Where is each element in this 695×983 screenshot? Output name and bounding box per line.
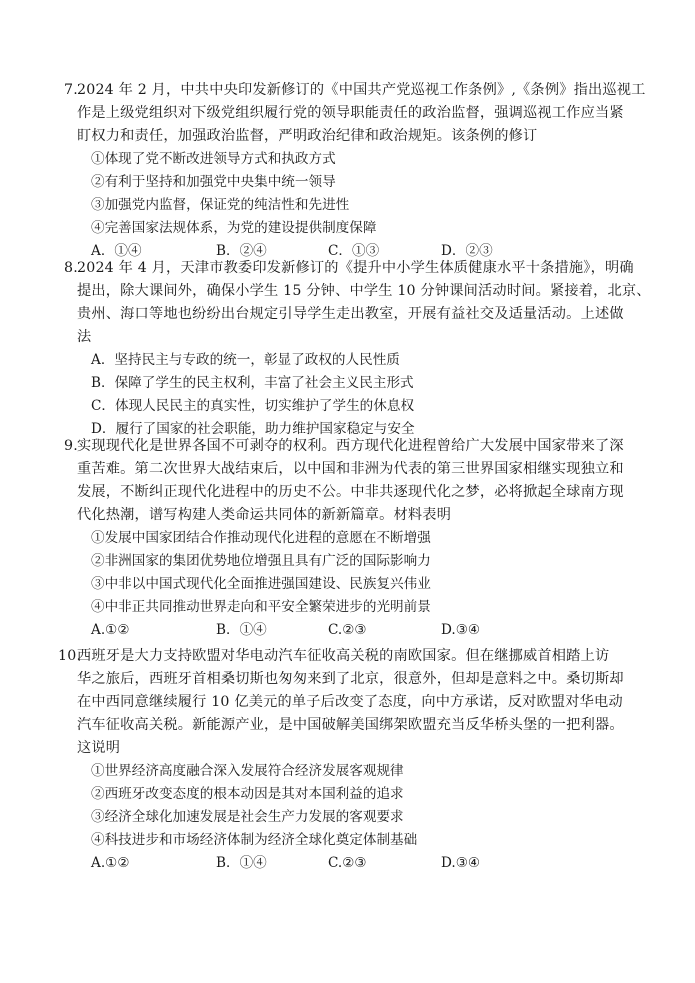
question-stem-text: 汽车征收高关税。新能源产业，是中国破解美国绑架欧盟充当反华桥头堡的一把利器。 [77,717,624,733]
question-number: 9. [64,438,78,454]
question-stem-line [77,481,677,504]
statement-3: ③经济全球化加速发展是社会生产力发展的客观要求 [91,809,404,825]
question-stem-line [77,737,677,760]
choice-b[interactable]: B．②④ [216,243,267,259]
choice-b[interactable]: B．①④ [216,622,267,638]
choice-d[interactable]: D.③④ [441,622,481,638]
question-stem-line [64,79,677,102]
statement-2: ②有利于坚持和加强党中央集中统一领导 [91,174,336,190]
choice-d[interactable]: D.③④ [441,855,481,871]
statement-3: ③中非以中国式现代化全面推进强国建设、民族复兴伟业 [91,576,431,592]
answer-choices [77,852,677,875]
question-number: 8. [64,260,78,276]
choice-a[interactable]: A．坚持民主与专政的统一，彰显了政权的人民性质 [91,352,400,368]
statement-1: ①世界经济高度融合深入发展符合经济发展客观规律 [91,763,404,779]
question-stem-line [77,691,677,714]
choice-d[interactable]: D．履行了国家的社会职能，助力维护国家稳定与安全 [91,421,415,437]
question-stem-text: 2024 年 2 月，中共中央印发新修订的《中国共产党巡视工作条例》,《条例》指出巡视工 [77,82,646,98]
question-stem-text: 贵州、海口等地也纷纷出台规定引导学生走出教室，开展有益社交及适量活动。上述做 [77,306,624,322]
question-stem-line [77,102,677,125]
question-stem-line [77,504,677,527]
question-stem-line [77,303,677,326]
question-stem-text: 华之旅后，西班牙首相桑切斯也匆匆来到了北京，很意外，但却是意料之中。桑切斯却 [77,671,624,687]
question-stem-text: 实现现代化是世界各国不可剥夺的权利。西方现代化进程曾给广大发展中国家带来了深 [77,438,624,454]
question-number: 10. [58,648,82,664]
choice-c[interactable]: C．①③ [328,243,380,259]
question-stem-text: 西班牙是大力支持欧盟对华电动汽车征收高关税的南欧国家。但在继挪威首相踏上访 [77,648,610,664]
question-stem-text: 在中西同意继续履行 10 亿美元的单子后改变了态度，向中方承诺，反对欧盟对华电动 [77,694,623,710]
question-stem-line [58,645,677,668]
choice-d[interactable]: D．②③ [441,243,493,259]
question-stem-text: 作是上级党组织对下级党组织履行党的领导职能责任的政治监督，强调巡视工作应当紧 [77,105,624,121]
question-stem-text: 代化热潮，谱写构建人类命运共同体的新新篇章。材料表明 [77,507,452,523]
choice-a[interactable]: A.①② [91,622,130,638]
question-stem-text: 重苦难。第二次世界大战结束后，以中国和非洲为代表的第三世界国家相继实现独立和 [77,461,624,477]
choice-a[interactable]: A.①② [91,855,130,871]
question-stem-text: 发展，不断纠正现代化进程中的历史不公。中非共逐现代化之梦，必将掀起全球南方现 [77,484,624,500]
question-stem-line [64,257,677,280]
question-stem-line [64,435,677,458]
choice-c[interactable]: C．体现人民民主的真实性，切实维护了学生的休息权 [91,398,415,414]
question-stem-line [77,280,677,303]
question-stem-line [77,458,677,481]
statement-3: ③加强党内监督，保证党的纯洁性和先进性 [91,197,350,213]
question-stem-text: 提出，除大课间外，确保小学生 15 分钟、中学生 10 分钟课间活动时间。紧接着，北京、 [77,283,651,299]
statement-1: ①体现了党不断改进领导方式和执政方式 [91,151,336,167]
question-stem-text: 法 [77,329,92,345]
statement-2: ②非洲国家的集团优势地位增强且具有广泛的国际影响力 [91,553,431,569]
choice-c[interactable]: C.②③ [328,855,367,871]
answer-choices [77,619,677,642]
question-9 [64,435,677,642]
question-7 [64,79,677,263]
question-stem-text: 2024 年 4 月，天津市教委印发新修订的《提升中小学生体质健康水平十条措施》，明确 [77,260,634,276]
statement-4: ④科技进步和市场经济体制为经济全球化奠定体制基础 [91,832,418,848]
question-8 [64,257,677,441]
choice-c[interactable]: C.②③ [328,622,367,638]
statement-4: ④中非正共同推动世界走向和平安全繁荣进步的光明前景 [91,599,431,615]
question-stem-line [77,326,677,349]
question-number: 7. [64,82,78,98]
statement-1: ①发展中国家团结合作推动现代化进程的意愿在不断增强 [91,530,431,546]
choice-b[interactable]: B．①④ [216,855,267,871]
choice-b[interactable]: B．保障了学生的民主权利，丰富了社会主义民主形式 [91,375,414,391]
question-stem-text: 这说明 [77,740,121,756]
question-stem-line [77,714,677,737]
choice-a[interactable]: A．①④ [91,243,142,259]
question-stem-line [77,125,677,148]
question-10 [58,645,677,875]
statement-4: ④完善国家法规体系，为党的建设提供制度保障 [91,220,377,236]
question-stem-text: 盯权力和责任，加强政治监督，严明政治纪律和政治规矩。该条例的修订 [77,128,538,144]
statement-2: ②西班牙改变态度的根本动因是其对本国利益的追求 [91,786,404,802]
question-stem-line [77,668,677,691]
